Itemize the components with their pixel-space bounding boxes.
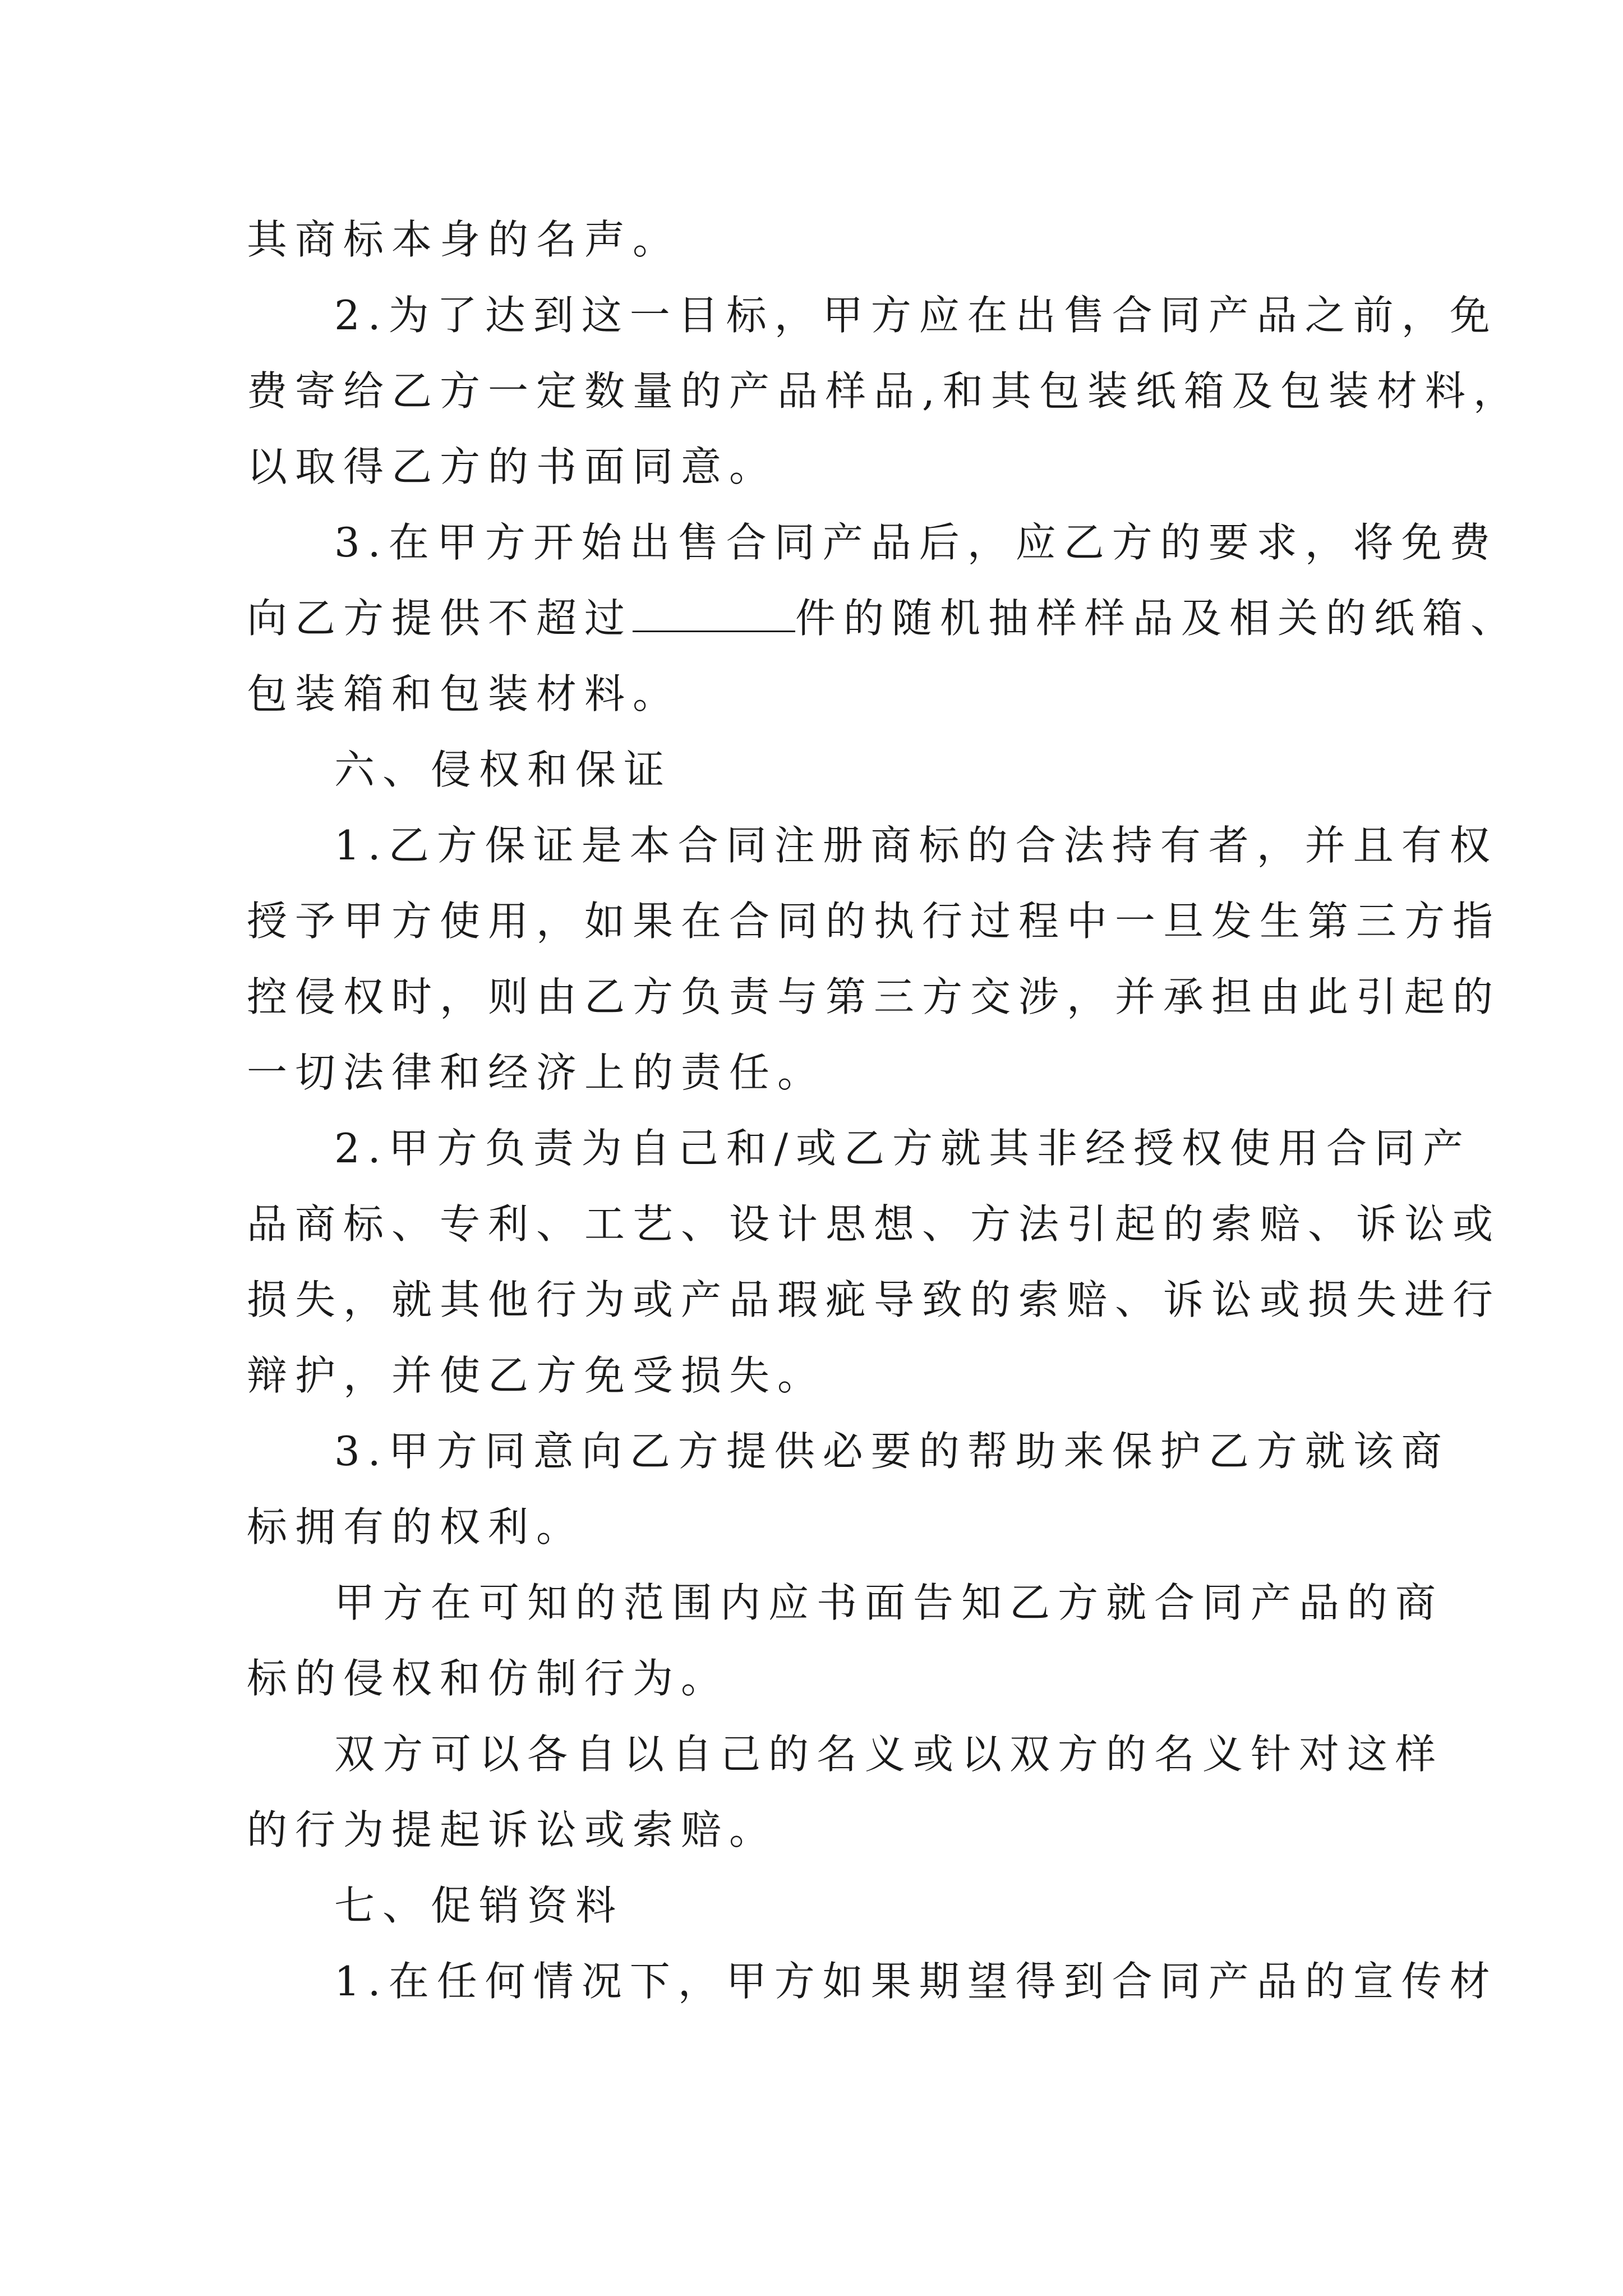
text-fragment: 向乙方提供不超过 (247, 595, 633, 642)
text-line: 的行为提起诉讼或索赔。 (247, 1806, 778, 1853)
text-line: 标拥有的权利。 (247, 1503, 585, 1550)
text-fragment: 件的随机抽样样品及相关的纸箱、 (795, 595, 1519, 642)
text-line: 2.为了达到这一目标，甲方应在出售合同产品之前，免 (334, 292, 1498, 339)
text-line: 其商标本身的名声。 (247, 216, 681, 263)
text-line: 品商标、专利、工艺、设计思想、方法引起的索赔、诉讼或 (247, 1200, 1501, 1248)
section-heading: 七、促销资料 (334, 1882, 624, 1929)
contract-text (247, 202, 1521, 2019)
section-heading: 六、侵权和保证 (334, 746, 672, 793)
text-line: 费寄给乙方一定数量的产品样品,和其包装纸箱及包装材料， (247, 367, 1521, 415)
text-line: 标的侵权和仿制行为。 (247, 1655, 730, 1702)
text-line: 甲方在可知的范围内应书面告知乙方就合同产品的商 (334, 1579, 1444, 1626)
text-line: 以取得乙方的书面同意。 (247, 443, 778, 490)
text-line: 授予甲方使用，如果在合同的执行过程中一旦发生第三方指 (247, 898, 1501, 945)
text-line: 3.在甲方开始出售合同产品后，应乙方的要求，将免费 (334, 519, 1498, 566)
text-line: 2.甲方负责为自己和/或乙方就其非经授权使用合同产 (334, 1125, 1471, 1172)
text-line: 1.在任何情况下，甲方如果期望得到合同产品的宣传材 (334, 1958, 1498, 2005)
text-line: 辩护，并使乙方免受损失。 (247, 1352, 826, 1399)
text-line: 包装箱和包装材料。 (247, 670, 681, 717)
text-line: 1.乙方保证是本合同注册商标的合法持有者，并且有权 (334, 822, 1498, 869)
text-line-with-blank (247, 581, 1519, 656)
text-line: 损失，就其他行为或产品瑕疵导致的索赔、诉讼或损失进行 (247, 1276, 1501, 1323)
text-line: 双方可以各自以自己的名义或以双方的名义针对这样 (334, 1731, 1444, 1778)
text-line: 一切法律和经济上的责任。 (247, 1049, 826, 1096)
fill-in-blank (633, 596, 795, 632)
text-line: 控侵权时，则由乙方负责与第三方交涉，并承担由此引起的 (247, 973, 1501, 1020)
text-line: 3.甲方同意向乙方提供必要的帮助来保护乙方就该商 (334, 1428, 1450, 1475)
